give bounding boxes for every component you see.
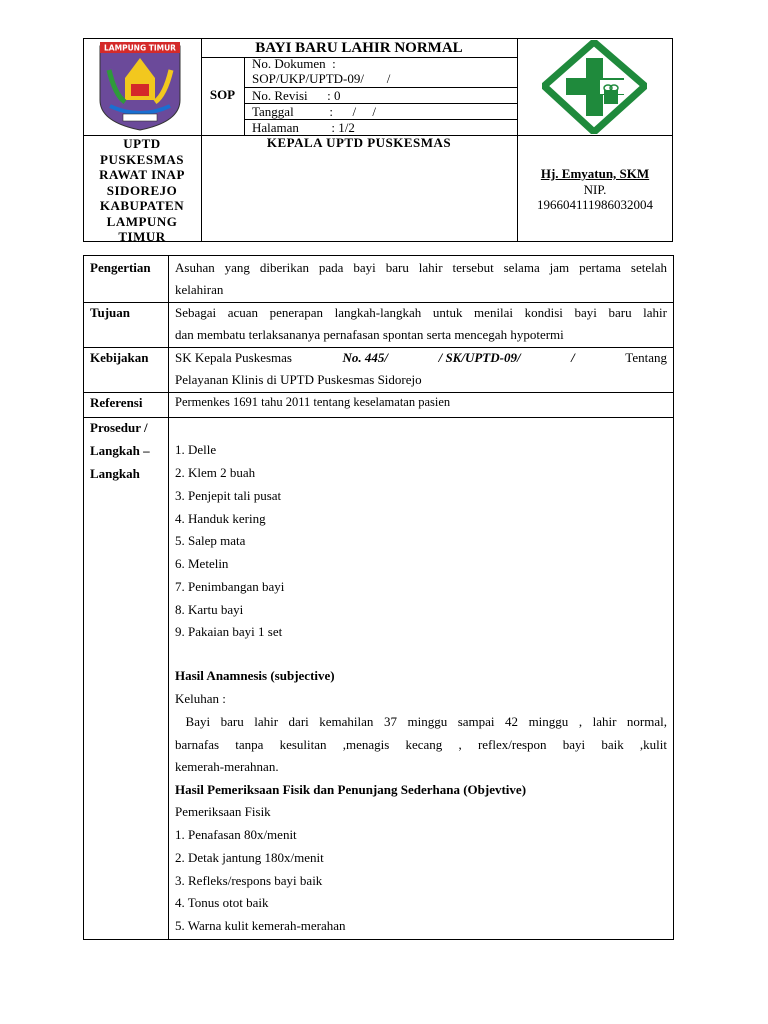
tujuan-line-2: dan membatu terlaksananya pernafasan spontan serta mencegah hypotermi — [175, 327, 564, 342]
doc-row-revisi: No. Revisi : 0 — [252, 88, 341, 103]
org-line: RAWAT INAP — [99, 167, 185, 182]
kebijakan-tentang: Tentang — [625, 350, 667, 365]
label-langkah-2: Langkah — [90, 466, 140, 481]
fisik-item: 3. Refleks/respons bayi baik — [175, 873, 323, 888]
label-referensi: Referensi — [90, 395, 143, 410]
fisik-label: Pemeriksaan Fisik — [175, 804, 271, 819]
signature-block — [518, 166, 672, 213]
kebijakan-line-2: Pelayanan Klinis di UPTD Puskesmas Sidorejo — [175, 372, 422, 387]
kebijakan-line-1 — [175, 346, 667, 369]
pengertian-line-1: Asuhan yang diberikan pada bayi baru lahir tersebut selama jam pertama setelah — [175, 260, 667, 275]
org-line: UPTD — [123, 136, 161, 151]
tujuan-line-1: Sebagai acuan penerapan langkah-langkah untuk menilai kondisi bayi baru lahir — [175, 305, 667, 320]
label-pengertian: Pengertian — [90, 260, 151, 275]
referensi-text: Permenkes 1691 tahu 2011 tentang keselamatan pasien — [175, 395, 451, 409]
sop-label: SOP — [209, 87, 236, 102]
logo-banner-text: LAMPUNG TIMUR — [104, 43, 176, 53]
fisik-item: 1. Penafasan 80x/menit — [175, 827, 297, 842]
fisik-title: Hasil Pemeriksaan Fisik dan Penunjang Sederhana (Objevtive) — [175, 782, 527, 797]
fisik-item: 2. Detak jantung 180x/menit — [175, 850, 324, 865]
document-title: BAYI BARU LAHIR NORMAL — [255, 40, 463, 56]
doc-row-sop-number: SOP/UKP/UPTD-09/ / — [252, 71, 391, 86]
tool-item: 8. Kartu bayi — [175, 602, 244, 617]
tool-item: 6. Metelin — [175, 556, 229, 571]
signer-name: Hj. Emyatun, SKM — [540, 166, 650, 181]
doc-row-tanggal: Tanggal : / / — [252, 104, 377, 119]
kebijakan-number: No. 445/ — [342, 350, 389, 365]
lampung-timur-logo — [95, 40, 185, 132]
keluhan-line: Bayi baru lahir dari kemahilan 37 minggu sampai 42 minggu , lahir normal, — [175, 714, 667, 729]
label-langkah-1: Langkah – — [90, 443, 150, 458]
nip-label: NIP. — [583, 181, 607, 197]
org-line: LAMPUNG — [106, 213, 178, 229]
tool-item: 3. Penjepit tali pusat — [175, 488, 282, 503]
nip-value: 196604111986032004 — [536, 197, 654, 212]
doc-row-halaman: Halaman : 1/2 — [252, 120, 355, 135]
pengertian-line-2: kelahiran — [175, 282, 224, 297]
tool-item: 9. Pakaian bayi 1 set — [175, 624, 283, 639]
organization-name — [84, 136, 200, 245]
org-line: PUSKESMAS — [100, 151, 184, 167]
keluhan-line: barnafas tanpa kesulitan ,menagis kecang , reflex/respon bayi baik ,kulit — [175, 737, 667, 752]
org-line: KABUPATEN — [99, 198, 185, 213]
tool-item: 5. Salep mata — [175, 533, 246, 548]
tool-item: 2. Klem 2 buah — [175, 465, 256, 480]
label-prosedur: Prosedur / — [90, 420, 148, 435]
org-line: TIMUR — [118, 229, 166, 244]
doc-row-no-dokumen: No. Dokumen : — [252, 56, 336, 71]
label-kebijakan: Kebijakan — [90, 350, 149, 365]
kebijakan-slash: / — [571, 350, 575, 365]
keluhan-label: Keluhan : — [175, 691, 226, 706]
keluhan-line: kemerah-merahnan. — [175, 759, 279, 774]
anamnesis-title: Hasil Anamnesis (subjective) — [175, 668, 335, 683]
kebijakan-sk-code: / SK/UPTD-09/ — [438, 350, 521, 365]
fisik-item: 5. Warna kulit kemerah-merahan — [175, 918, 346, 933]
tool-item: 7. Penimbangan bayi — [175, 579, 285, 594]
tool-item: 1. Delle — [175, 442, 217, 457]
sop-content-table — [83, 255, 674, 940]
fisik-item: 4. Tonus otot baik — [175, 895, 269, 910]
kebijakan-sk-text: SK Kepala Puskesmas — [175, 350, 292, 365]
head-title: KEPALA UPTD PUSKESMAS — [266, 135, 452, 150]
label-tujuan: Tujuan — [90, 305, 130, 320]
puskesmas-logo — [542, 40, 647, 134]
org-line: SIDOREJO — [106, 182, 178, 198]
tool-item: 4. Handuk kering — [175, 511, 266, 526]
